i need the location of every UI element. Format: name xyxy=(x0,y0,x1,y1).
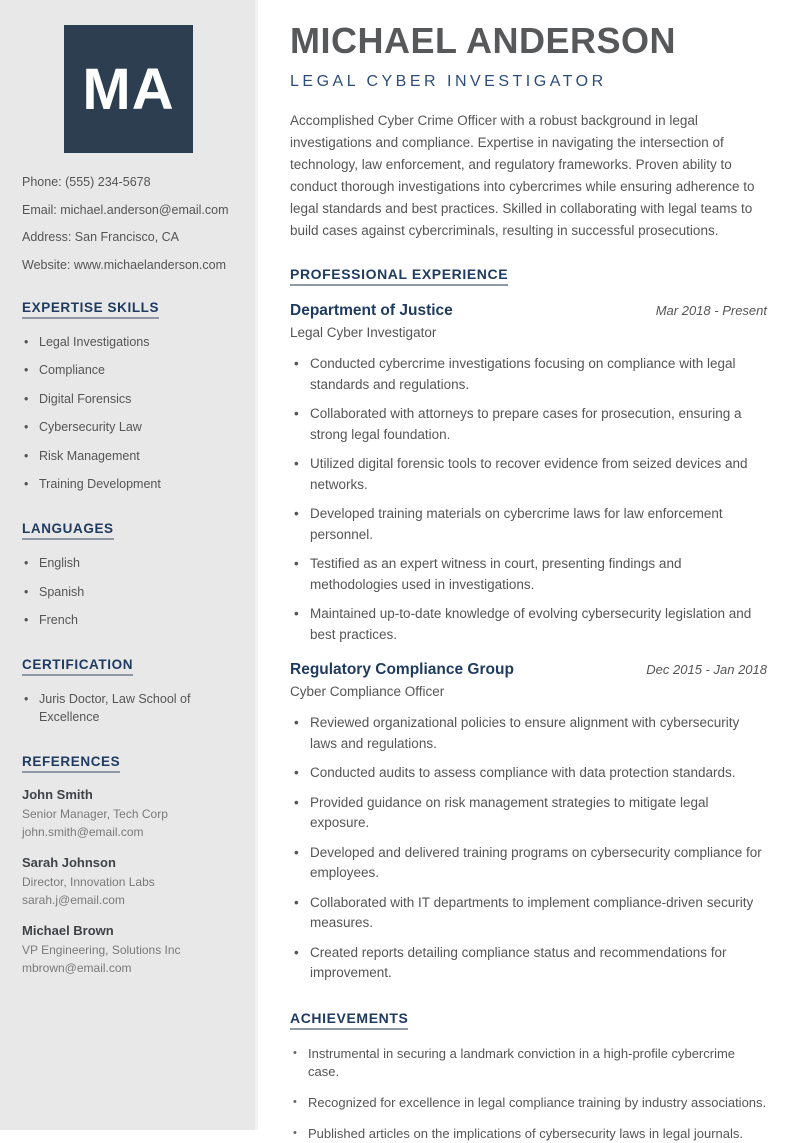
references-section xyxy=(22,753,235,977)
reference-email: mbrown@email.com xyxy=(22,960,132,975)
achievement-item: • Published articles on the implications of cybersecurity laws in legal journals. xyxy=(290,1125,767,1143)
references-heading: REFERENCES xyxy=(22,754,120,773)
job-bullet: • Created reports detailing compliance status and recommendations for improvement. xyxy=(290,943,767,984)
reference-person xyxy=(22,855,235,909)
job-bullet: • Conducted cybercrime investigations focusing on compliance with legal standards and regulations. xyxy=(290,354,767,395)
language-item: • Spanish xyxy=(22,583,235,601)
languages-list xyxy=(22,554,235,629)
achievements-heading: ACHIEVEMENTS xyxy=(290,1010,408,1030)
job-entry xyxy=(290,302,767,645)
summary-paragraph: Accomplished Cyber Crime Officer with a robust background in legal investigations and compliance. Expertise in navigating the intersection of technology, law enforcement, and regulatory frameworks. Proven ability to conduct thorough investigations into cybercrimes while ensuring adherence to legal standards and best practices. Skilled in collaborating with legal teams to build cases against cybercriminals, resulting in successful prosecutions. xyxy=(290,113,755,238)
job-header xyxy=(290,661,767,679)
job-bullet: • Conducted audits to assess compliance with data protection standards. xyxy=(290,763,767,784)
job-role: Cyber Compliance Officer xyxy=(290,684,445,699)
reference-email: john.smith@email.com xyxy=(22,824,144,839)
reference-title: Senior Manager, Tech Corp xyxy=(22,807,168,821)
skills-list xyxy=(22,333,235,494)
job-bullet: • Reviewed organizational policies to ensure alignment with cybersecurity laws and regulations. xyxy=(290,713,767,754)
contact-website: Website: www.michaelanderson.com xyxy=(22,257,227,272)
reference-name: Michael Brown xyxy=(22,923,114,938)
person-name: MICHAEL ANDERSON xyxy=(290,20,677,61)
skills-heading: EXPERTISE SKILLS xyxy=(22,300,159,319)
achievements-section xyxy=(290,1010,767,1143)
company-name: Regulatory Compliance Group xyxy=(290,661,514,678)
job-bullet: • Testified as an expert witness in court, presenting findings and methodologies used in investigations. xyxy=(290,554,767,595)
person-title: LEGAL CYBER INVESTIGATOR xyxy=(290,73,607,90)
main-content xyxy=(258,0,800,1141)
job-bullet: • Provided guidance on risk management strategies to mitigate legal exposure. xyxy=(290,793,767,834)
job-bullet: • Developed training materials on cybercrime laws for law enforcement personnel. xyxy=(290,504,767,545)
contact-phone: Phone: (555) 234-5678 xyxy=(22,175,151,189)
job-entry xyxy=(290,661,767,984)
reference-email: sarah.j@email.com xyxy=(22,892,125,907)
reference-person xyxy=(22,923,235,977)
experience-section xyxy=(290,266,767,984)
skills-section xyxy=(22,299,235,494)
contact-info xyxy=(22,175,235,272)
job-bullet: • Collaborated with IT departments to implement compliance-driven security measures. xyxy=(290,893,767,934)
job-bullet-list xyxy=(290,354,767,645)
languages-heading: LANGUAGES xyxy=(22,521,114,540)
reference-title: VP Engineering, Solutions Inc xyxy=(22,943,181,957)
job-header xyxy=(290,302,767,320)
certification-list xyxy=(22,690,235,726)
certification-item: • Juris Doctor, Law School of Excellence xyxy=(22,690,235,726)
achievement-item: • Instrumental in securing a landmark conviction in a high-profile cybercrime case. xyxy=(290,1045,767,1081)
skill-item: • Legal Investigations xyxy=(22,333,235,351)
language-item: • English xyxy=(22,554,235,572)
skill-item: • Risk Management xyxy=(22,447,235,465)
job-bullet: • Maintained up-to-date knowledge of evolving cybersecurity legislation and best practices. xyxy=(290,604,767,645)
contact-email: Email: michael.anderson@email.com xyxy=(22,202,229,217)
sidebar xyxy=(0,0,258,1130)
skill-item: • Digital Forensics xyxy=(22,390,235,408)
job-dates: Mar 2018 - Present xyxy=(655,303,767,318)
certification-section xyxy=(22,656,235,726)
achievements-list xyxy=(290,1045,767,1143)
experience-heading: PROFESSIONAL EXPERIENCE xyxy=(290,266,508,286)
skill-item: • Training Development xyxy=(22,475,235,493)
job-bullet: • Developed and delivered training programs on cybersecurity compliance for employees. xyxy=(290,843,767,884)
skill-item: • Compliance xyxy=(22,361,235,379)
company-name: Department of Justice xyxy=(290,302,453,319)
skill-item: • Cybersecurity Law xyxy=(22,418,235,436)
job-bullet: • Utilized digital forensic tools to recover evidence from seized devices and networks. xyxy=(290,454,767,495)
job-role: Legal Cyber Investigator xyxy=(290,325,437,340)
achievement-item: • Recognized for excellence in legal compliance training by industry associations. xyxy=(290,1094,767,1112)
job-dates: Dec 2015 - Jan 2018 xyxy=(646,662,767,677)
reference-name: John Smith xyxy=(22,787,93,802)
avatar xyxy=(64,25,193,153)
reference-person xyxy=(22,787,235,841)
languages-section xyxy=(22,520,235,629)
contact-address: Address: San Francisco, CA xyxy=(22,230,180,244)
avatar-initials: MA xyxy=(82,56,175,122)
certification-heading: CERTIFICATION xyxy=(22,657,133,676)
language-item: • French xyxy=(22,611,235,629)
job-bullet: • Collaborated with attorneys to prepare cases for prosecution, ensuring a strong legal foundation. xyxy=(290,404,767,445)
reference-name: Sarah Johnson xyxy=(22,855,116,870)
job-bullet-list xyxy=(290,713,767,984)
reference-title: Director, Innovation Labs xyxy=(22,875,155,889)
